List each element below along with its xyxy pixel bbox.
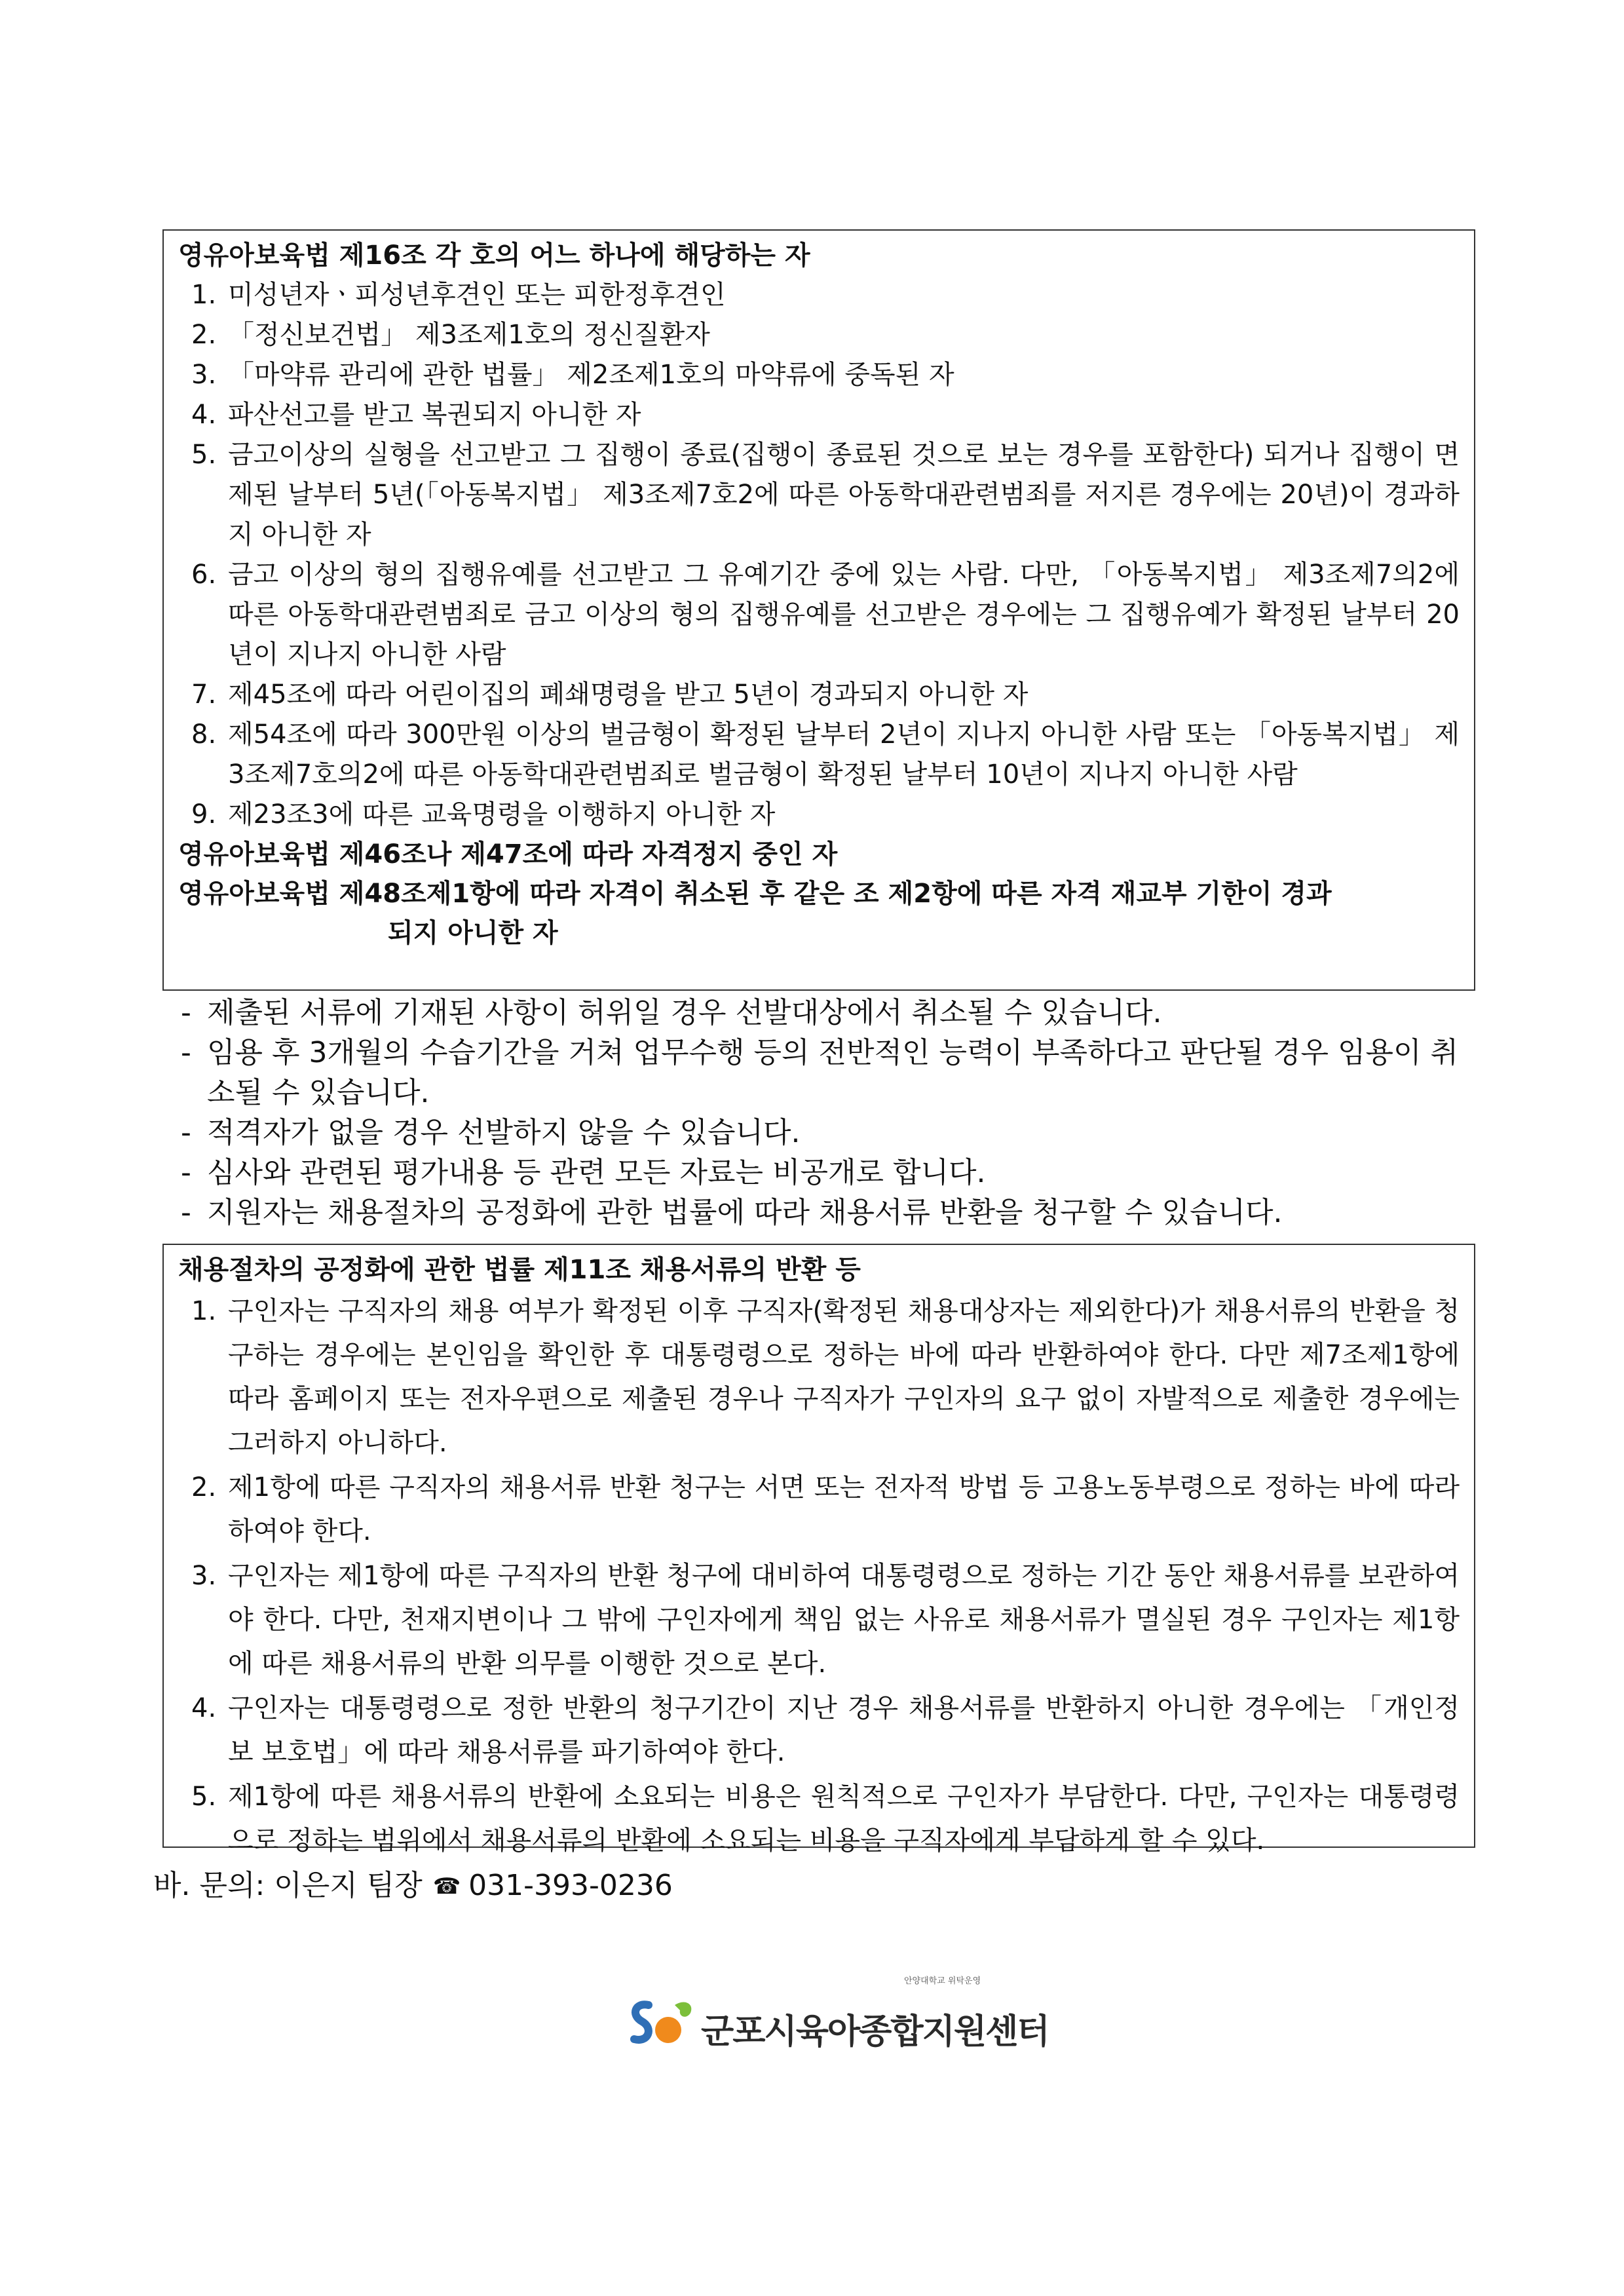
logo-subtitle: 안양대학교 위탁운영 <box>904 1976 981 1986</box>
logo-mark-icon <box>622 1985 701 2057</box>
disqualification-box <box>162 229 1475 991</box>
contact-prefix: 바. 문의: 이은지 팀장 <box>153 1869 423 1902</box>
list-item: 9. 제23조3에 따른 교육명령을 이행하지 아니한 자 <box>191 799 776 830</box>
box1-heading: 영유아보육법 제16조 각 호의 어느 하나에 해당하는 자 <box>178 240 810 271</box>
contact-phone: 031-393-0236 <box>468 1869 673 1902</box>
list-item: 2. 제1항에 따른 구직자의 채용서류 반환 청구는 서면 또는 전자적 방법 등 고용노동부령으로 정하는 바에 따라 하여야 한다. <box>191 1472 1460 1546</box>
list-item: 7. 제45조에 따라 어린이집의 폐쇄명령을 받고 5년이 경과되지 아니한 자 <box>191 679 1029 710</box>
note-item: - 지원자는 채용절차의 공정화에 관한 법률에 따라 채용서류 반환을 청구할 수 있습니다. <box>181 1196 1283 1229</box>
document-return-box <box>162 1244 1475 1856</box>
note-item: - 심사와 관련된 평가내용 등 관련 모든 자료는 비공개로 합니다. <box>181 1156 986 1189</box>
list-item: 8. 제54조에 따라 300만원 이상의 벌금형이 확정된 날부터 2년이 지나지 아니한 사람 또는 「아동복지법」 제3조제7호의2에 따른 아동학대관련범죄로 벌금형이 확정된 날부터 10년이 지나지 아니한 사람 <box>191 719 1460 790</box>
list-item: 2. 「정신보건법」 제3조제1호의 정신질환자 <box>191 320 710 350</box>
contact-line <box>153 1866 673 1906</box>
phone-icon: ☎ <box>432 1873 461 1900</box>
logo-name: 군포시육아종합지원센터 <box>701 2012 1049 2052</box>
list-item: 4. 파산선고를 받고 복권되지 아니한 자 <box>191 400 641 430</box>
box1-footer-3: 되지 아니한 자 <box>388 918 558 948</box>
list-item: 5. 제1항에 따른 채용서류의 반환에 소요되는 비용은 원칙적으로 구인자가 부담한다. 다만, 구인자는 대통령령으로 정하는 범위에서 채용서류의 반환에 소요되는 비용을 구직자에게 부담하게 할 수 있다. <box>191 1782 1460 1856</box>
note-item: - 임용 후 3개월의 수습기간을 거쳐 업무수행 등의 전반적인 능력이 부족하다고 판단될 경우 임용이 취소될 수 있습니다. <box>181 1036 1458 1109</box>
list-item: 1. 미성년자ㆍ피성년후견인 또는 피한정후견인 <box>191 280 726 310</box>
list-item: 1. 구인자는 구직자의 채용 여부가 확정된 이후 구직자(확정된 채용대상자는 제외한다)가 채용서류의 반환을 청구하는 경우에는 본인임을 확인한 후 대통령령으로 정하는 바에 따라 반환하여야 한다. 다만 제7조제1항에 따라 홈페이지 또는 전자우편으로 제출된 경우나 구직자가 구인자의 요구 없이 자발적으로 제출한 경우에는 그러하지 아니하다. <box>191 1296 1460 1458</box>
box1-footer-1: 영유아보육법 제46조나 제47조에 따라 자격정지 중인 자 <box>178 839 838 870</box>
list-item: 6. 금고 이상의 형의 집행유예를 선고받고 그 유예기간 중에 있는 사람. 다만, 「아동복지법」 제3조제7의2에 따른 아동학대관련범죄로 금고 이상의 형의 집행유예를 선고받은 경우에는 그 집행유예가 확정된 날부터 20년이 지나지 아니한 사람 <box>191 560 1460 670</box>
box2-heading: 채용절차의 공정화에 관한 법률 제11조 채용서류의 반환 등 <box>178 1255 861 1285</box>
list-item: 5. 금고이상의 실형을 선고받고 그 집행이 종료(집행이 종료된 것으로 보는 경우를 포함한다) 되거나 집행이 면제된 날부터 5년(「아동복지법」 제3조제7호2에 따른 아동학대관련범죄를 저지른 경우에는 20년)이 경과하지 아니한 자 <box>191 440 1460 550</box>
center-logo <box>622 1966 1049 2064</box>
box1-footer-2: 영유아보육법 제48조제1항에 따라 자격이 취소된 후 같은 조 제2항에 따른 자격 재교부 기한이 경과 <box>178 879 1332 909</box>
list-item: 3. 「마약류 관리에 관한 법률」 제2조제1호의 마약류에 중독된 자 <box>191 360 954 390</box>
box2-list <box>178 1290 1460 1863</box>
list-item: 3. 구인자는 제1항에 따른 구직자의 반환 청구에 대비하여 대통령령으로 정하는 기간 동안 채용서류를 보관하여야 한다. 다만, 천재지변이나 그 밖에 구인자에게 책임 없는 사유로 채용서류가 멸실된 경우 구인자는 제1항에 따른 채용서류의 반환 의무를 이행한 것으로 본다. <box>191 1561 1460 1679</box>
list-item: 4. 구인자는 대통령령으로 정한 반환의 청구기간이 지난 경우 채용서류를 반환하지 아니한 경우에는 「개인정보 보호법」에 따라 채용서류를 파기하여야 한다. <box>191 1693 1460 1767</box>
note-item: - 제출된 서류에 기재된 사항이 허위일 경우 선발대상에서 취소될 수 있습니다. <box>181 996 1162 1029</box>
note-item: - 적격자가 없을 경우 선발하지 않을 수 있습니다. <box>181 1116 801 1149</box>
notes-list <box>181 993 1465 1233</box>
box1-list <box>178 275 1460 835</box>
